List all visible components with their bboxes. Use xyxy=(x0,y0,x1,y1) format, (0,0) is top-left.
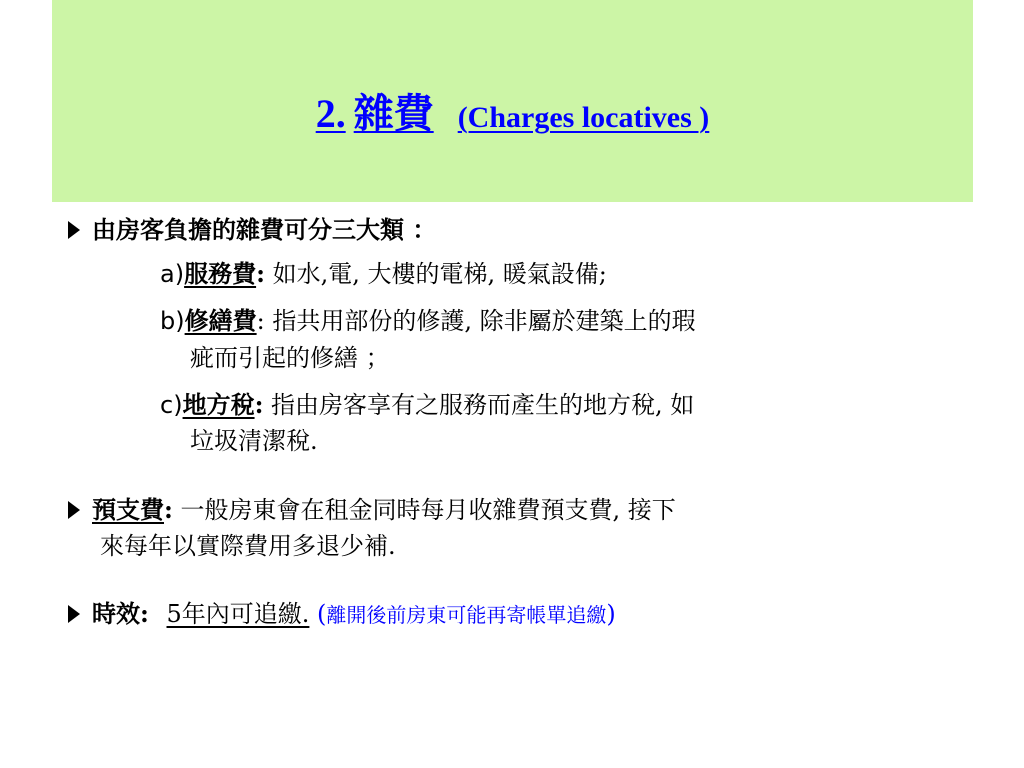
bullet-3-paren-open: ( xyxy=(317,600,327,628)
bullet-1-heading: 由房客負擔的雜費可分三大類 ： xyxy=(92,215,437,244)
bullet-2-line-2 xyxy=(100,530,396,562)
arrow-bullet-icon xyxy=(68,221,80,239)
arrow-bullet-icon xyxy=(68,605,80,623)
item-b-text-1: 指共用部份的修護, 除非屬於建築上的瑕 xyxy=(264,307,696,335)
item-c-line xyxy=(160,389,694,421)
title-french: (Charges locatives ) xyxy=(457,101,710,134)
bullet-3-line xyxy=(68,598,616,631)
arrow-bullet-icon xyxy=(68,501,80,519)
bullet-2-line xyxy=(68,494,676,526)
bullet-2-term: 預支費 xyxy=(92,495,164,524)
item-a-colon: : xyxy=(256,259,265,288)
bullet-2-colon: : xyxy=(164,495,173,524)
item-a-term: 服務費 xyxy=(184,259,257,288)
item-b-marker: b) xyxy=(160,307,185,335)
item-c-text-2: 垃圾清潔稅. xyxy=(190,427,318,455)
item-b-text-2: 疵而引起的修繕 ； xyxy=(190,344,390,372)
item-a-line xyxy=(160,258,607,290)
item-c-term: 地方稅 xyxy=(182,390,255,419)
bullet-2-text-2: 來每年以實際費用多退少補. xyxy=(100,532,396,560)
item-c-text-1: 指由房客享有之服務而產生的地方稅, 如 xyxy=(263,391,695,419)
item-a-marker: a) xyxy=(160,260,185,288)
item-c-colon: : xyxy=(254,390,264,419)
title-chinese: 雜費 xyxy=(353,90,434,137)
bullet-2-text-1: 一般房東會在租金同時每月收雜費預支費, 接下 xyxy=(172,496,676,524)
bullet-3-paren-close: ) xyxy=(606,600,616,628)
bullet-3-term: 時效 xyxy=(92,599,140,628)
bullet-3-colon: : xyxy=(140,599,149,628)
item-c-line-2 xyxy=(190,425,318,457)
item-a-text: 如水,電, 大樓的電梯, 暖氣設備; xyxy=(264,260,607,288)
item-b-line xyxy=(160,305,696,337)
bullet-3-value: 5年內可追繳. xyxy=(166,600,310,628)
item-b-line-2 xyxy=(190,342,390,374)
item-b-term: 修繕費 xyxy=(184,306,257,335)
bullet-3-note: 離開後前房東可能再寄帳單追繳 xyxy=(326,603,607,627)
item-c-marker: c) xyxy=(160,391,183,419)
title-number: 2. xyxy=(315,91,346,136)
bullet-1-heading-line xyxy=(68,214,436,246)
item-b-colon: : xyxy=(256,307,265,335)
